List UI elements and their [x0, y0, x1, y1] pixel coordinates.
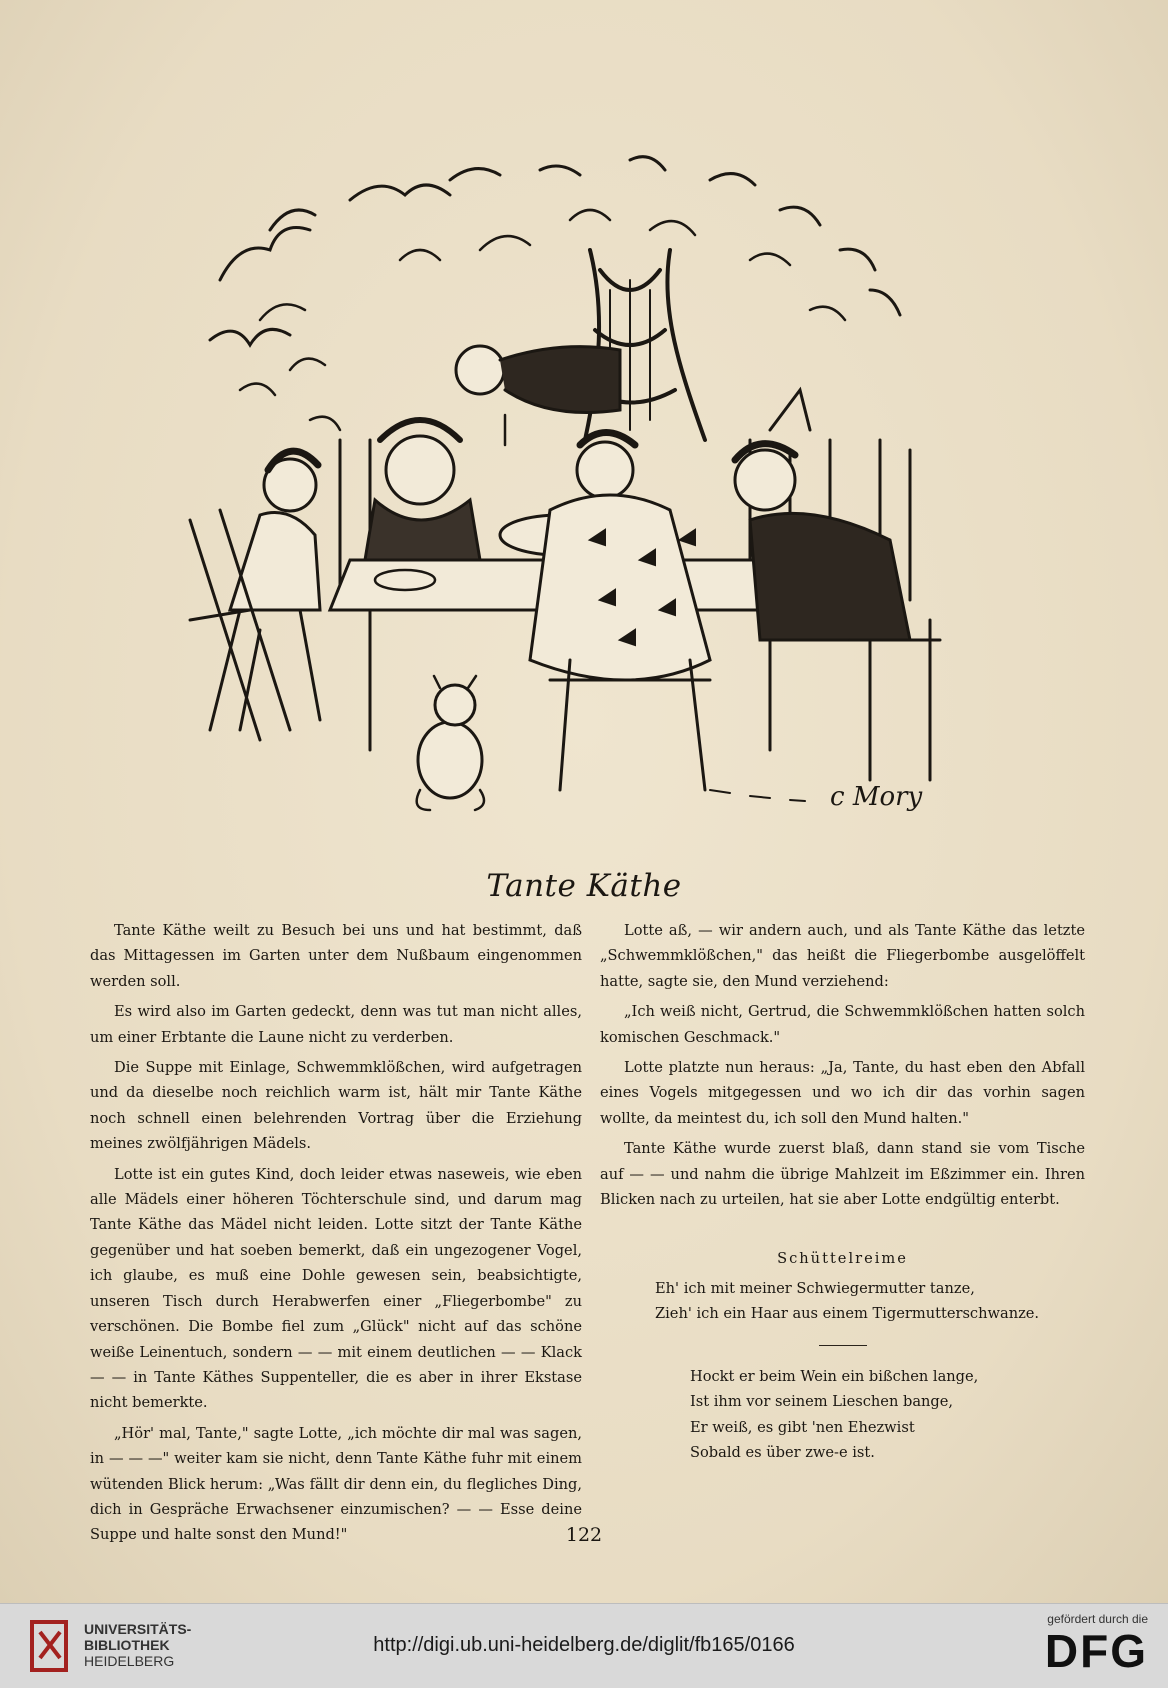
institution-line: BIBLIOTHEK — [84, 1637, 170, 1653]
poem-stanza-2 — [600, 1364, 1085, 1466]
paragraph: Lotte ist ein gutes Kind, doch leider etwas naseweis, wie eben alle Mädels einer höheren Töchterschule sind, und darum mag Tante Käthe das Mädel nicht leiden. Lotte sitzt der Tante Käthe gegenüber und hat soeben bemerkt, daß ein ungezogener Vogel, ich glaube, es muß eine Dohle gewesen sein, beabsichtigte, unseren Tisch durch Herabwerfen einer „Fliegerbombe" zu verschönen. Die Bombe fiel zum „Glück" nicht auf das schöne weiße Leinentuch, sondern — — mit einem deutlichen — — Klack — — in Tante Käthes Suppenteller, die es aber in ihrer Ekstase nicht bemerkte. — [90, 1165, 582, 1412]
paragraph: „Hör' mal, Tante," sagte Lotte, „ich möchte dir mal was sagen, in — — —" weiter kam sie nicht, denn Tante Käthe fuhr mit einem wütenden Blick herum: „Was fällt dir denn ein, du flegliches Ding, dich in Gespräche Erwachsener einzumischen? — — Esse deine Suppe und halte sonst den Mund!" — [90, 1424, 582, 1544]
artist-signature: c Mory — [830, 782, 923, 812]
institution-line: UNIVERSITÄTS- — [84, 1621, 192, 1637]
page-number: 122 — [565, 1524, 603, 1546]
paragraph: „Ich weiß nicht, Gertrud, die Schwemmklößchen hatten solch komischen Geschmack." — [600, 1003, 1085, 1046]
right-text-column — [600, 918, 1085, 1465]
poem-line: Zieh' ich ein Haar aus einem Tigermutterschwanze. — [655, 1305, 1040, 1323]
illustration-family-dinner — [150, 140, 980, 860]
paragraph: Es wird also im Garten gedeckt, denn was tut man nicht alles, um einer Erbtante die Laune nicht zu verderben. — [90, 1003, 582, 1046]
library-footer — [0, 1603, 1168, 1688]
paragraph: Tante Käthe weilt zu Besuch bei uns und hat bestimmt, daß das Mittagessen im Garten unter dem Nußbaum eingenommen werden soll. — [90, 922, 582, 990]
funded-by-label: gefördert durch die — [1047, 1612, 1148, 1626]
paragraph: Die Suppe mit Einlage, Schwemmklößchen, wird aufgetragen und da dieselbe noch reichlich warm ist, hält mir Tante Käthe noch schnell einen belehrenden Vortrag über die Erziehung meines zwölfjährigen Mädels. — [90, 1059, 582, 1153]
poem-line: Eh' ich mit meiner Schwiegermutter tanze, — [655, 1279, 975, 1297]
poem-heading: Schüttelreime — [777, 1250, 908, 1268]
paragraph: Lotte aß, — wir andern auch, und als Tante Käthe das letzte „Schwemmklößchen," das heißt die Fliegerbombe ausgelöffelt hatte, sagte sie, den Mund verziehend: — [600, 922, 1085, 990]
paragraph: Lotte platzte nun heraus: „Ja, Tante, du hast eben den Abfall eines Vogels mitgegessen und wo ich dir das vorhin sagen wollte, da meintest du, ich soll den Mund halten." — [600, 1059, 1085, 1127]
funding-notice — [1044, 1612, 1148, 1677]
article-title: Tante Käthe — [486, 868, 682, 904]
poem-line: Sobald es über zwe-e ist. — [690, 1443, 875, 1461]
dfg-logo: DFG — [1044, 1625, 1148, 1677]
permalink-url[interactable]: http://digi.ub.uni-heidelberg.de/diglit/fb165/0166 — [373, 1634, 795, 1656]
poem-line: Hockt er beim Wein ein bißchen lange, — [690, 1367, 979, 1385]
stanza-divider — [819, 1345, 867, 1346]
institution-line: HEIDELBERG — [84, 1653, 175, 1669]
left-text-column — [90, 918, 582, 1553]
poem-stanza-1 — [600, 1276, 1085, 1327]
poem-line: Ist ihm vor seinem Lieschen bange, — [690, 1393, 954, 1411]
paragraph: Tante Käthe wurde zuerst blaß, dann stand sie vom Tische auf — — und nahm die übrige Mahlzeit im Eßzimmer ein. Ihren Blicken nach zu urteilen, hat sie aber Lotte endgültig enterbt. — [600, 1140, 1085, 1209]
poem-line: Er weiß, es gibt 'nen Ehezwist — [690, 1418, 915, 1436]
